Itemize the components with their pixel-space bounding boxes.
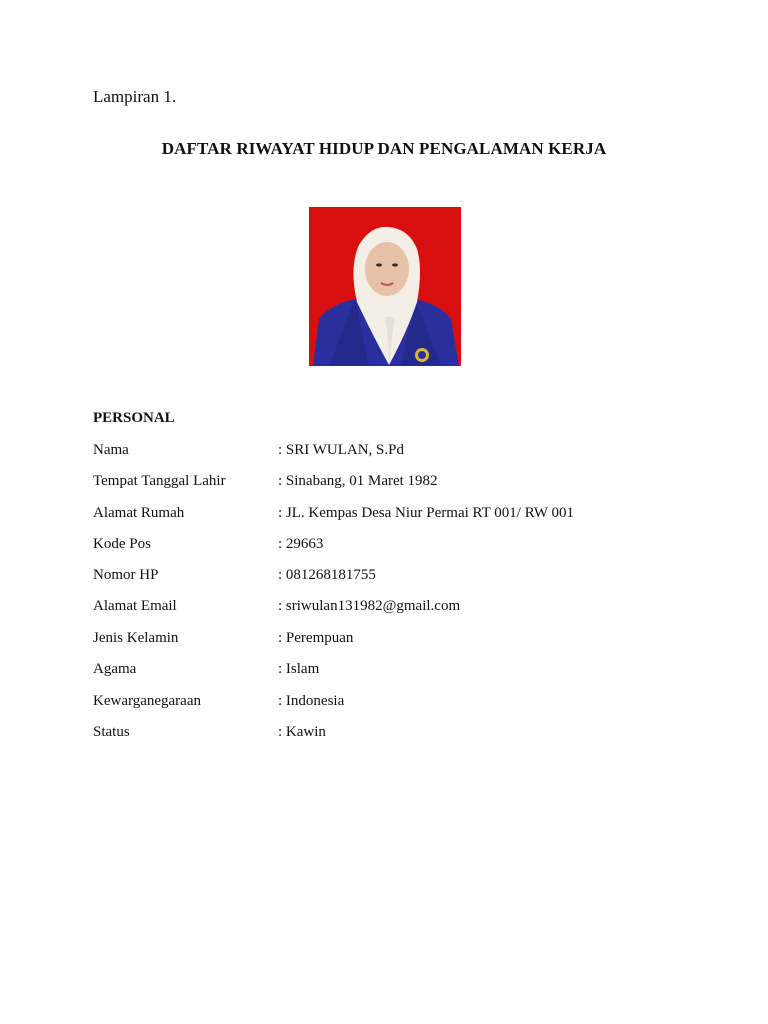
field-label: Jenis Kelamin bbox=[93, 630, 179, 646]
field-row-nationality bbox=[93, 693, 693, 713]
field-label: Kewarganegaraan bbox=[93, 693, 201, 709]
field-row-email bbox=[93, 598, 693, 618]
field-row-postal-code bbox=[93, 536, 693, 556]
field-value: : Indonesia bbox=[278, 693, 345, 709]
appendix-label: Lampiran 1. bbox=[93, 87, 177, 106]
field-row-gender bbox=[93, 630, 693, 650]
field-label: Status bbox=[93, 724, 130, 740]
document-title: DAFTAR RIWAYAT HIDUP DAN PENGALAMAN KERJA bbox=[161, 139, 607, 158]
personal-section-heading: PERSONAL bbox=[93, 410, 175, 426]
field-row-religion bbox=[93, 661, 693, 681]
field-value: : Sinabang, 01 Maret 1982 bbox=[278, 473, 438, 489]
field-label: Nomor HP bbox=[93, 567, 159, 583]
field-label: Agama bbox=[93, 661, 137, 677]
field-label: Alamat Email bbox=[93, 598, 177, 614]
profile-photo bbox=[309, 207, 461, 366]
field-value: : JL. Kempas Desa Niur Permai RT 001/ RW 001 bbox=[278, 505, 575, 521]
field-value: : SRI WULAN, S.Pd bbox=[278, 442, 404, 458]
field-value: : 29663 bbox=[278, 536, 324, 552]
field-label: Kode Pos bbox=[93, 536, 151, 552]
field-value: : sriwulan131982@gmail.com bbox=[278, 598, 461, 614]
field-value: : Kawin bbox=[278, 724, 326, 740]
field-label: Nama bbox=[93, 442, 129, 458]
field-value: : 081268181755 bbox=[278, 567, 376, 583]
field-label: Alamat Rumah bbox=[93, 505, 185, 521]
field-row-nama bbox=[93, 442, 693, 462]
field-value: : Perempuan bbox=[278, 630, 354, 646]
field-value: : Islam bbox=[278, 661, 320, 677]
field-row-phone bbox=[93, 567, 693, 587]
field-label: Tempat Tanggal Lahir bbox=[93, 473, 226, 489]
field-row-status bbox=[93, 724, 693, 744]
field-row-birth bbox=[93, 473, 693, 493]
field-row-address bbox=[93, 505, 693, 525]
